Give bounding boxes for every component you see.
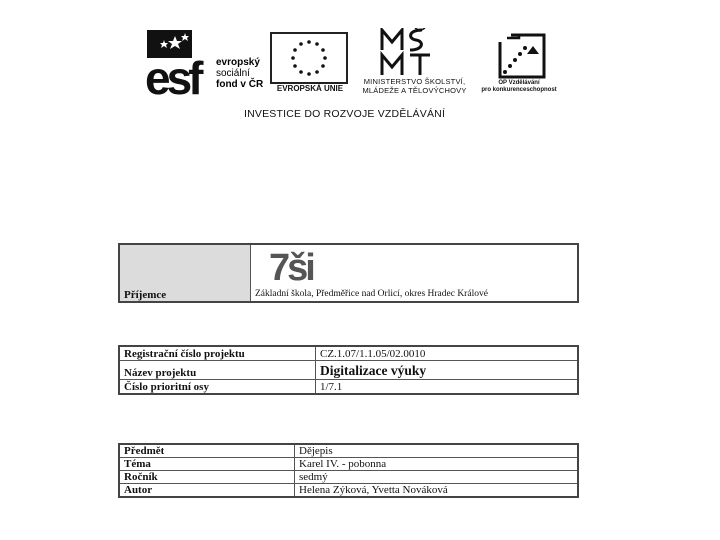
project-reg-value: CZ.1.07/1.1.05/02.0010 [316,346,579,361]
grade-value: sedmý [295,471,579,484]
op-label: OP Vzdělávání pro konkurenceschopnost [481,80,557,93]
recipient-label: Příjemce [119,244,251,302]
priority-axis-value: 1/7.1 [316,380,579,395]
table-row [119,484,578,498]
table-row [119,444,578,458]
msmt-label: MINISTERSTVO ŠKOLSTVÍ, MLÁDEŽE A TĚLOVÝCHOVY [362,77,467,95]
table-row [119,380,578,395]
project-name-label: Název projektu [119,361,316,380]
tagline: INVESTICE DO ROZVOJE VZDĚLÁVÁNÍ [244,108,446,120]
author-value: Helena Zýková, Yvetta Nováková [295,484,579,498]
table-row [119,346,578,361]
topic-label: Téma [119,458,295,471]
subject-label: Předmět [119,444,295,458]
author-label: Autor [119,484,295,498]
project-table [118,345,579,395]
table-row [119,361,578,380]
table-row [119,471,578,484]
school-logo-icon: 7ši [269,247,313,289]
table-row [119,244,578,302]
recipient-value-cell [251,244,579,302]
project-name-value: Digitalizace výuky [316,361,579,380]
esf-text: evropský sociální fond v ČR [216,57,264,90]
grade-label: Ročník [119,471,295,484]
priority-axis-label: Číslo prioritní osy [119,380,316,395]
msmt-logo [378,28,438,78]
subject-table [118,443,579,498]
op-logo [497,32,549,82]
recipient-table [118,243,579,303]
recipient-value: Základní škola, Předměřice nad Orlicí, okres Hradec Králové [255,289,488,299]
eu-label: EVROPSKÁ UNIE [276,84,344,93]
table-row [119,458,578,471]
topic-value: Karel IV. - pobonna [295,458,579,471]
svg-text:esf: esf [145,52,200,100]
logo-header [0,0,720,130]
project-reg-label: Registrační číslo projektu [119,346,316,361]
subject-value: Dějepis [295,444,579,458]
